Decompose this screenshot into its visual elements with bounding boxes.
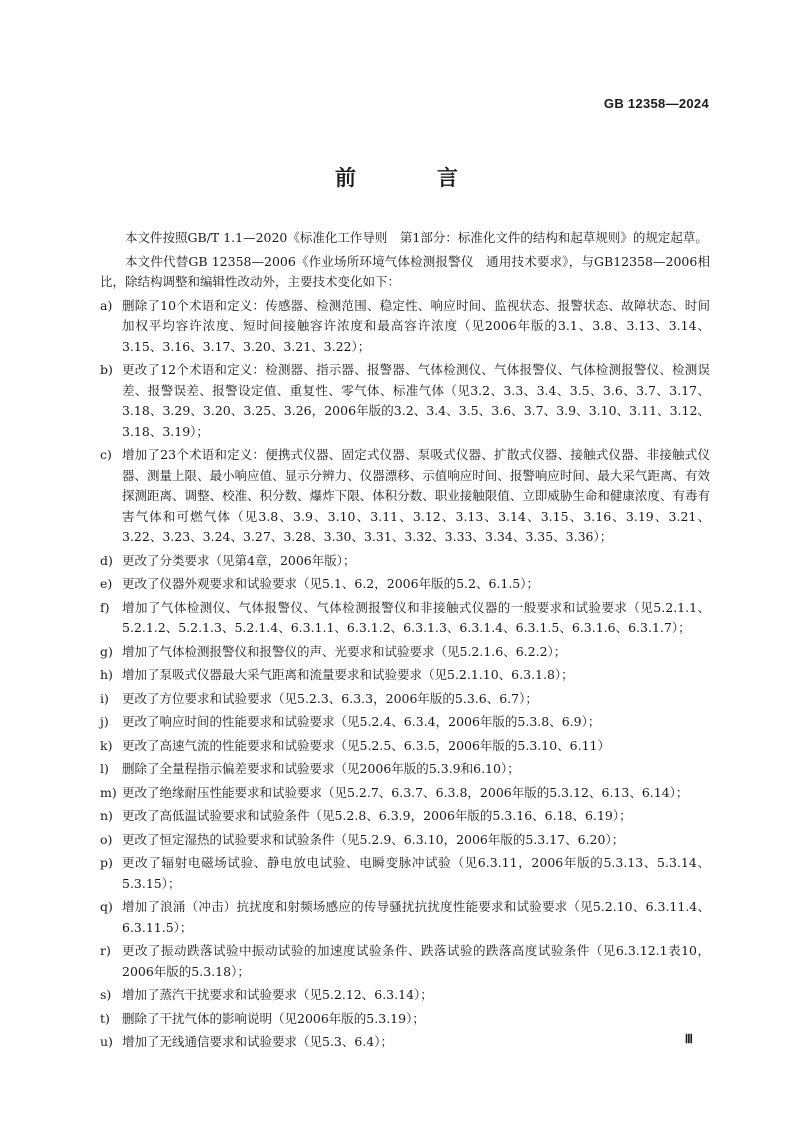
list-item-label: q) [100, 899, 113, 914]
list-item-label: r) [100, 943, 111, 958]
list-item-label: g) [100, 643, 113, 659]
list-item [100, 296, 710, 358]
list-item-text: 更改了高速气流的性能要求和试验要求（见5.2.5、6.3.5，2006年版的5.3.10、6.11） [122, 737, 611, 753]
list-item-text: 增加了蒸汽干扰要求和试验要求（见5.2.12、6.3.14）； [122, 987, 433, 1002]
list-item-text: 更改了响应时间的性能要求和试验要求（见5.2.4、6.3.4，2006年版的5.3.8、6.9）； [122, 714, 601, 729]
list-item-label: i) [100, 690, 109, 706]
list-item-text: 增加了无线通信要求和试验要求（见5.3、6.4）； [122, 1034, 394, 1049]
paragraph: 本文件按照GB/T 1.1—2020《标准化工作导则 第1部分：标准化文件的结构和起草规则》的规定起草。 [125, 230, 708, 245]
list-item-label: e) [100, 576, 113, 591]
list-item [100, 736, 710, 757]
list-item-label: n) [100, 808, 113, 823]
list-item [100, 897, 710, 938]
list-item-label: j) [100, 714, 109, 729]
list-item [100, 598, 710, 639]
list-item [100, 985, 710, 1006]
list-item-text: 更改了振动跌落试验中振动试验的加速度试验条件、跌落试验的跌落高度试验条件（见6.3.12.1表10，2006年版的5.3.18）； [122, 943, 710, 979]
list-item [100, 574, 710, 595]
list-item-text: 更改了12个术语和定义：检测器、指示器、报警器、气体检测仪、气体报警仪、气体检测报警仪、检测误差、报警误差、报警设定值、重复性、零气体、标准气体（见3.2、3.3、3.4、3.5、3.6、3.7、3.17、3.18、3.29、3.20、3.25、3.26，2006年版的3.2、3.4、3.5、3.6、3.7、3.9、3.10、3.11、3.12、3.18、3.19）； [122, 362, 710, 439]
list-item [100, 783, 710, 804]
page-number: Ⅲ [684, 1032, 693, 1046]
list-item-text: 增加了气体检测仪、气体报警仪、气体检测报警仪和非接触式仪器的一般要求和试验要求（见5.2.1.1、5.2.1.2、5.2.1.3、5.2.1.4、6.3.1.1、6.3.1.2、6.3.1.3、6.3.1.4、6.3.1.5、6.3.1.6、6.3.1.7）； [122, 599, 710, 635]
document-body [100, 228, 710, 1056]
list-item-label: u) [100, 1034, 113, 1049]
list-item-label: f) [100, 599, 110, 615]
list-item-label: p) [100, 855, 113, 870]
list-item-text: 删除了干扰气体的影响说明（见2006年版的5.3.19）； [122, 1010, 425, 1026]
list-item [100, 665, 710, 686]
list-item [100, 1032, 710, 1053]
list-item [100, 759, 710, 780]
list-item-label: s) [100, 987, 112, 1002]
list-item-text: 删除了10个术语和定义：传感器、检测范围、稳定性、响应时间、监视状态、报警状态、故障状态、时间加权平均容许浓度、短时间接触容许浓度和最高容许浓度（见2006年版的3.1、3.8、3.13、3.14、3.15、3.16、3.17、3.20、3.21、3.22）； [122, 297, 710, 354]
standard-code: GB 12358—2024 [603, 96, 709, 111]
list-item-label: m) [100, 784, 117, 800]
list-item-label: k) [100, 737, 113, 753]
list-item-label: t) [100, 1010, 110, 1026]
list-item-text: 增加了气体检测报警仪和报警仪的声、光要求和试验要求（见5.2.1.6、6.2.2）； [122, 643, 567, 659]
list-item [100, 806, 710, 827]
list-item [100, 1009, 710, 1030]
list-item [100, 551, 710, 572]
list-item-label: d) [100, 552, 113, 568]
list-item-text: 更改了高低温试验要求和试验条件（见5.2.8、6.3.9，2006年版的5.3.16、6.18、6.19）； [122, 808, 632, 823]
list-item-text: 增加了23个术语和定义：便携式仪器、固定式仪器、泵吸式仪器、扩散式仪器、接触式仪器、非接触式仪器、测量上限、最小响应值、显示分辨力、仪器漂移、示值响应时间、报警响应时间、最大采气距离、有效探测距离、调整、校准、积分数、爆炸下限、体积分数、职业接触限值、立即威胁生命和健康浓度、有毒有害气体和可燃气体（见3.8、3.9、3.10、3.11、3.12、3.13、3.14、3.15、3.16、3.19、3.21、3.22、3.23、3.24、3.27、3.28、3.30、3.31、3.32、3.33、3.34、3.35、3.36）； [122, 447, 710, 544]
list-item-label: a) [100, 297, 113, 313]
list-item-text: 更改了仪器外观要求和试验要求（见5.1、6.2，2006年版的5.2、6.1.5）； [122, 576, 540, 591]
list-item-text: 删除了全量程指示偏差要求和试验要求（见2006年版的5.3.9和6.10）； [122, 761, 520, 776]
list-item-text: 增加了泵吸式仪器最大采气距离和流量要求和试验要求（见5.2.1.10、6.3.1.8）； [122, 667, 574, 682]
list-item [100, 642, 710, 663]
list-item-label: c) [100, 447, 112, 462]
change-list [100, 296, 710, 1053]
list-item-label: l) [100, 761, 109, 776]
list-item [100, 853, 710, 894]
list-item-label: h) [100, 667, 113, 682]
list-item [100, 689, 710, 710]
page-title: 前 言 [335, 165, 488, 190]
list-item-text: 更改了绝缘耐压性能要求和试验要求（见5.2.7、6.3.7、6.3.8，2006年版的5.3.12、6.13、6.14）； [122, 784, 689, 800]
list-item-text: 更改了恒定湿热的试验要求和试验条件（见5.2.9、6.3.10，2006年版的5.3.17、6.20）； [122, 831, 625, 847]
list-item [100, 830, 710, 851]
list-item-text: 更改了辐射电磁场试验、静电放电试验、电瞬变脉冲试验（见6.3.11，2006年版的5.3.13、5.3.14、5.3.15）； [122, 855, 710, 891]
list-item-label: o) [100, 831, 113, 847]
list-item-text: 增加了浪涌（冲击）抗扰度和射频场感应的传导骚扰抗扰度性能要求和试验要求（见5.2.10、6.3.11.4、6.3.11.5）； [122, 899, 710, 935]
list-item [100, 712, 710, 733]
list-item-text: 更改了分类要求（见第4章，2006年版）； [122, 552, 356, 568]
list-item [100, 445, 710, 548]
list-item-text: 更改了方位要求和试验要求（见5.2.3、6.3.3，2006年版的5.3.6、6.7）； [122, 690, 538, 706]
list-item [100, 360, 710, 442]
list-item-label: b) [100, 362, 113, 377]
paragraph: 本文件代替GB 12358—2006《作业场所环境气体检测报警仪 通用技术要求》，与GB12358—2006相比，除结构调整和编辑性改动外，主要技术变化如下： [100, 253, 710, 289]
list-item [100, 941, 710, 982]
